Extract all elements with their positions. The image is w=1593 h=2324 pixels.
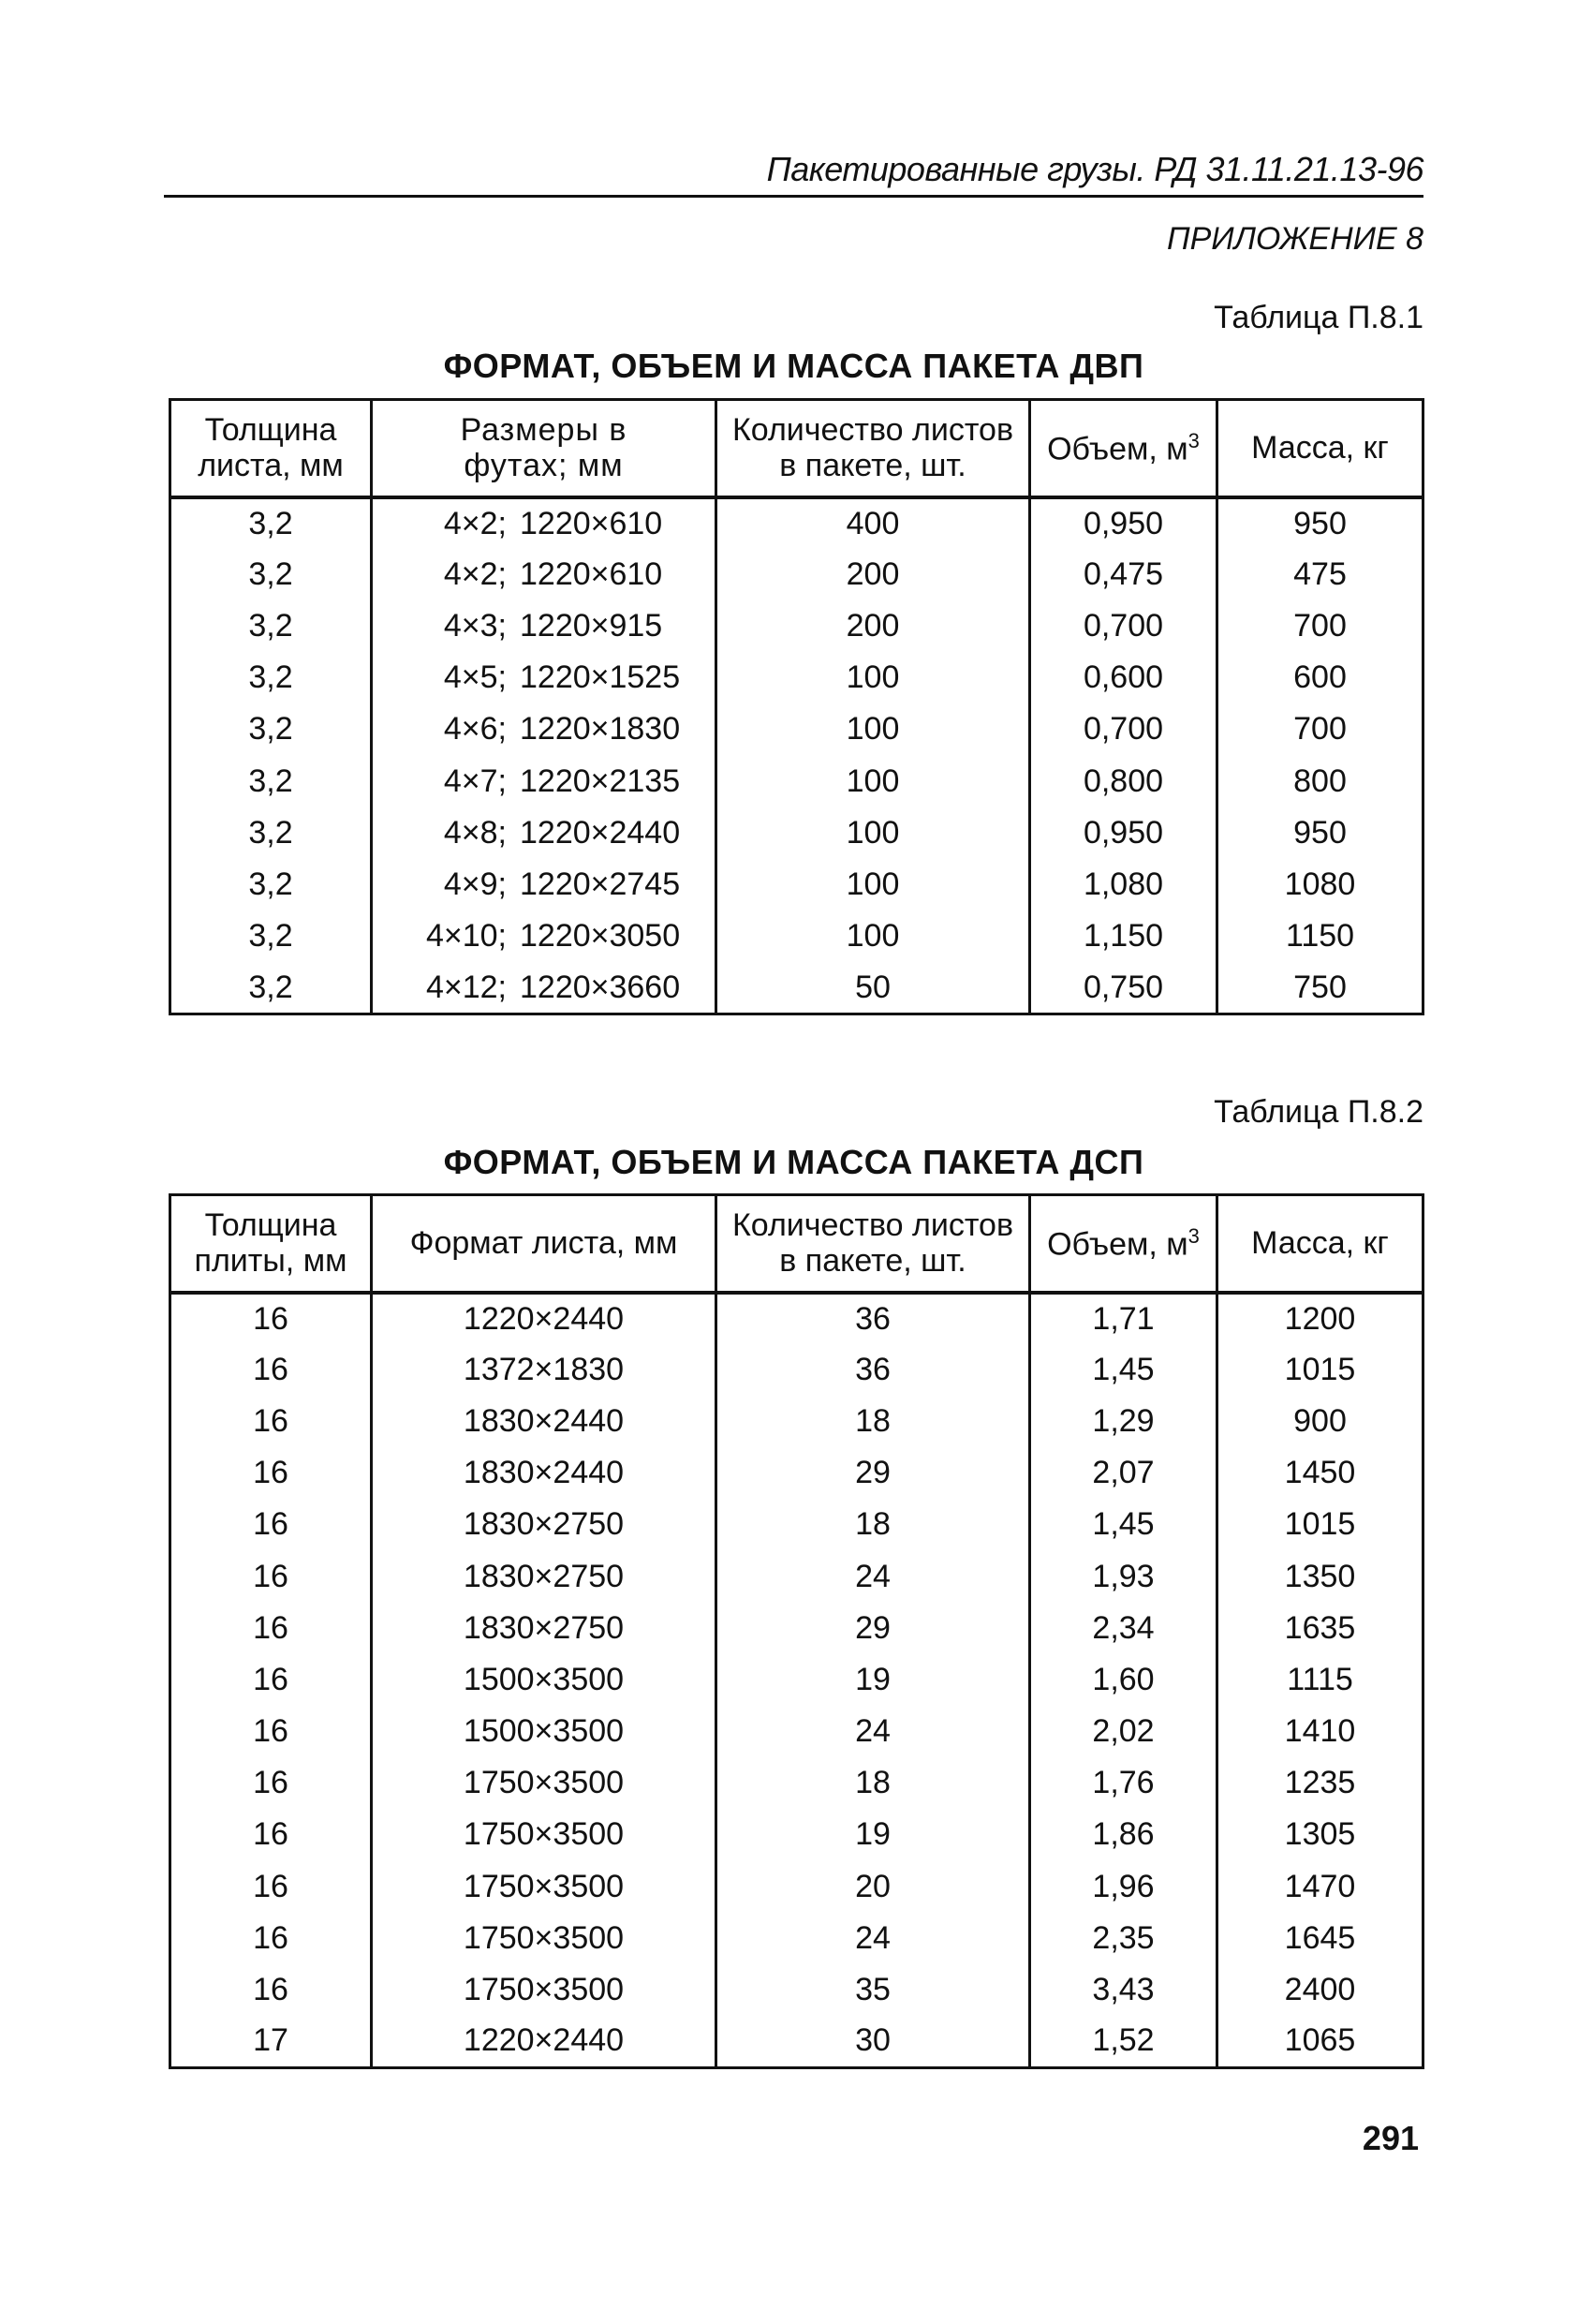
volume-cell: 1,71 — [1030, 1293, 1217, 1344]
table1-header-row — [170, 400, 1423, 497]
table2-col-count-line1: Количество листов — [731, 1207, 1014, 1244]
count-cell: 100 — [716, 755, 1030, 807]
count-cell: 36 — [716, 1344, 1030, 1396]
volume-cell: 1,45 — [1030, 1344, 1217, 1396]
format-cell: 1500×3500 — [372, 1706, 716, 1757]
volume-cell: 0,600 — [1030, 652, 1217, 703]
mass-cell: 1150 — [1217, 910, 1423, 962]
format-cell: 1830×2440 — [372, 1396, 716, 1447]
table-row — [170, 1499, 1423, 1550]
format-cell: 1830×2440 — [372, 1447, 716, 1499]
table1-col-thickness-line1: Толщина — [204, 412, 337, 449]
volume-cell: 2,02 — [1030, 1706, 1217, 1757]
table1-col-mass-label: Масса, кг — [1251, 430, 1389, 466]
table1-body — [170, 497, 1423, 1014]
size-mm: 1220×1525 — [520, 659, 681, 696]
table-row — [170, 1344, 1423, 1396]
size-mm: 1220×1830 — [520, 711, 681, 748]
volume-cell: 2,07 — [1030, 1447, 1217, 1499]
table2-col-volume — [1030, 1195, 1217, 1293]
table-row — [170, 1293, 1423, 1344]
volume-cell: 0,700 — [1030, 600, 1217, 652]
size-feet: 4×12; — [425, 969, 507, 1005]
thickness-cell: 16 — [170, 1344, 372, 1396]
table1-label: Таблица П.8.1 — [1214, 300, 1423, 335]
sizes-cell — [372, 549, 716, 600]
table2-col-thickness — [170, 1195, 372, 1293]
table2-header-row — [170, 1195, 1423, 1293]
size-mm: 1220×2135 — [520, 762, 681, 799]
table-row — [170, 497, 1423, 549]
thickness-cell: 3,2 — [170, 549, 372, 600]
table-row — [170, 1550, 1423, 1602]
count-cell: 24 — [716, 1550, 1030, 1602]
thickness-cell: 16 — [170, 1447, 372, 1499]
volume-cell: 0,700 — [1030, 703, 1217, 755]
mass-cell: 1115 — [1217, 1654, 1423, 1706]
table2-col-count — [716, 1195, 1030, 1293]
table2-col-mass — [1217, 1195, 1423, 1293]
thickness-cell: 16 — [170, 1964, 372, 2016]
table-row — [170, 859, 1423, 910]
count-cell: 19 — [716, 1809, 1030, 1860]
thickness-cell: 3,2 — [170, 910, 372, 962]
count-cell: 35 — [716, 1964, 1030, 2016]
sizes-cell — [372, 859, 716, 910]
count-cell: 36 — [716, 1293, 1030, 1344]
volume-cell: 1,150 — [1030, 910, 1217, 962]
table-row — [170, 1861, 1423, 1913]
mass-cell: 475 — [1217, 549, 1423, 600]
table-row — [170, 1809, 1423, 1860]
table1-col-volume-sup: 3 — [1187, 428, 1200, 452]
count-cell: 30 — [716, 2016, 1030, 2067]
count-cell: 24 — [716, 1913, 1030, 1964]
table2-col-format-label: Формат листа, мм — [409, 1225, 678, 1262]
mass-cell: 1635 — [1217, 1603, 1423, 1654]
table-row — [170, 910, 1423, 962]
table-row — [170, 755, 1423, 807]
table1-col-sizes-line2: футах; мм — [464, 448, 624, 484]
count-cell: 18 — [716, 1757, 1030, 1809]
table2-col-thickness-line2: плиты, мм — [194, 1243, 347, 1280]
sizes-cell — [372, 807, 716, 859]
size-feet: 4×6; — [443, 711, 507, 748]
thickness-cell: 16 — [170, 1809, 372, 1860]
mass-cell: 1450 — [1217, 1447, 1423, 1499]
mass-cell: 900 — [1217, 1396, 1423, 1447]
mass-cell: 1200 — [1217, 1293, 1423, 1344]
header-rule — [164, 195, 1423, 198]
mass-cell: 600 — [1217, 652, 1423, 703]
mass-cell: 700 — [1217, 703, 1423, 755]
table-row — [170, 1396, 1423, 1447]
size-feet: 4×2; — [443, 555, 507, 592]
table1-col-sizes-line1: Размеры в — [460, 412, 627, 449]
volume-cell: 1,86 — [1030, 1809, 1217, 1860]
table-row — [170, 1757, 1423, 1809]
format-cell: 1830×2750 — [372, 1550, 716, 1602]
appendix-label: ПРИЛОЖЕНИЕ 8 — [1166, 221, 1423, 257]
thickness-cell: 3,2 — [170, 652, 372, 703]
table1-col-count-line2: в пакете, шт. — [779, 448, 966, 484]
table-row — [170, 1654, 1423, 1706]
table-row — [170, 600, 1423, 652]
format-cell: 1372×1830 — [372, 1344, 716, 1396]
volume-cell: 0,475 — [1030, 549, 1217, 600]
count-cell: 20 — [716, 1861, 1030, 1913]
count-cell: 100 — [716, 859, 1030, 910]
mass-cell: 1645 — [1217, 1913, 1423, 1964]
volume-cell: 3,43 — [1030, 1964, 1217, 2016]
thickness-cell: 3,2 — [170, 807, 372, 859]
table2-col-thickness-line1: Толщина — [204, 1207, 337, 1244]
thickness-cell: 17 — [170, 2016, 372, 2067]
mass-cell: 1410 — [1217, 1706, 1423, 1757]
format-cell: 1750×3500 — [372, 1913, 716, 1964]
thickness-cell: 16 — [170, 1603, 372, 1654]
table-row — [170, 703, 1423, 755]
mass-cell: 1235 — [1217, 1757, 1423, 1809]
mass-cell: 1350 — [1217, 1550, 1423, 1602]
thickness-cell: 3,2 — [170, 755, 372, 807]
sizes-cell — [372, 600, 716, 652]
thickness-cell: 3,2 — [170, 962, 372, 1014]
table1-col-count-line1: Количество листов — [731, 412, 1014, 449]
thickness-cell: 16 — [170, 1913, 372, 1964]
table-row — [170, 549, 1423, 600]
table-row — [170, 652, 1423, 703]
count-cell: 29 — [716, 1447, 1030, 1499]
thickness-cell: 3,2 — [170, 497, 372, 549]
thickness-cell: 16 — [170, 1499, 372, 1550]
volume-cell: 1,76 — [1030, 1757, 1217, 1809]
count-cell: 50 — [716, 962, 1030, 1014]
volume-cell: 0,950 — [1030, 497, 1217, 549]
table2-col-count-line2: в пакете, шт. — [779, 1243, 966, 1280]
count-cell: 100 — [716, 703, 1030, 755]
count-cell: 29 — [716, 1603, 1030, 1654]
format-cell: 1220×2440 — [372, 2016, 716, 2067]
table1-col-thickness — [170, 400, 372, 497]
format-cell: 1750×3500 — [372, 1809, 716, 1860]
thickness-cell: 16 — [170, 1293, 372, 1344]
count-cell: 18 — [716, 1396, 1030, 1447]
table2-col-volume-sup: 3 — [1187, 1223, 1200, 1248]
size-feet: 4×9; — [443, 866, 507, 902]
count-cell: 400 — [716, 497, 1030, 549]
format-cell: 1220×2440 — [372, 1293, 716, 1344]
sizes-cell — [372, 962, 716, 1014]
volume-cell: 2,35 — [1030, 1913, 1217, 1964]
table1-col-count — [716, 400, 1030, 497]
thickness-cell: 3,2 — [170, 600, 372, 652]
mass-cell: 950 — [1217, 497, 1423, 549]
volume-cell: 0,750 — [1030, 962, 1217, 1014]
mass-cell: 950 — [1217, 807, 1423, 859]
volume-cell: 1,96 — [1030, 1861, 1217, 1913]
table-row — [170, 1706, 1423, 1757]
format-cell: 1830×2750 — [372, 1499, 716, 1550]
table-row — [170, 2016, 1423, 2067]
volume-cell: 0,950 — [1030, 807, 1217, 859]
volume-cell: 1,93 — [1030, 1550, 1217, 1602]
count-cell: 200 — [716, 549, 1030, 600]
size-feet: 4×8; — [443, 814, 507, 851]
sizes-cell — [372, 703, 716, 755]
mass-cell: 1080 — [1217, 859, 1423, 910]
sizes-cell — [372, 755, 716, 807]
volume-cell: 1,60 — [1030, 1654, 1217, 1706]
table-row — [170, 1447, 1423, 1499]
mass-cell: 1065 — [1217, 2016, 1423, 2067]
size-feet: 4×3; — [443, 607, 507, 644]
running-header: Пакетированные грузы. РД 31.11.21.13-96 — [766, 150, 1423, 188]
table2 — [169, 1193, 1424, 2069]
page-number: 291 — [1362, 2119, 1419, 2157]
size-feet: 4×5; — [443, 659, 507, 696]
volume-cell: 1,52 — [1030, 2016, 1217, 2067]
mass-cell: 750 — [1217, 962, 1423, 1014]
volume-cell: 1,080 — [1030, 859, 1217, 910]
table-row — [170, 1913, 1423, 1964]
size-feet: 4×10; — [425, 918, 507, 955]
table2-body — [170, 1293, 1423, 2068]
size-feet: 4×7; — [443, 762, 507, 799]
table-row — [170, 1964, 1423, 2016]
count-cell: 18 — [716, 1499, 1030, 1550]
sizes-cell — [372, 497, 716, 549]
count-cell: 19 — [716, 1654, 1030, 1706]
count-cell: 100 — [716, 652, 1030, 703]
size-mm: 1220×610 — [520, 555, 663, 592]
volume-cell: 1,29 — [1030, 1396, 1217, 1447]
table1-col-volume — [1030, 400, 1217, 497]
mass-cell: 700 — [1217, 600, 1423, 652]
table-row — [170, 962, 1423, 1014]
mass-cell: 1305 — [1217, 1809, 1423, 1860]
count-cell: 100 — [716, 910, 1030, 962]
count-cell: 24 — [716, 1706, 1030, 1757]
table1-title: ФОРМАТ, ОБЪЕМ И МАССА ПАКЕТА ДВП — [443, 347, 1144, 385]
mass-cell: 2400 — [1217, 1964, 1423, 2016]
table1-col-volume-label: Объем, м — [1047, 430, 1188, 466]
count-cell: 100 — [716, 807, 1030, 859]
table1 — [169, 398, 1424, 1015]
mass-cell: 1015 — [1217, 1499, 1423, 1550]
mass-cell: 800 — [1217, 755, 1423, 807]
thickness-cell: 3,2 — [170, 859, 372, 910]
sizes-cell — [372, 652, 716, 703]
size-mm: 1220×610 — [520, 505, 663, 541]
sizes-cell — [372, 910, 716, 962]
thickness-cell: 16 — [170, 1706, 372, 1757]
table2-col-mass-label: Масса, кг — [1251, 1225, 1389, 1262]
table2-col-volume-label: Объем, м — [1047, 1225, 1188, 1262]
table-row — [170, 1603, 1423, 1654]
size-mm: 1220×2745 — [520, 866, 681, 902]
table1-col-sizes — [372, 400, 716, 497]
format-cell: 1750×3500 — [372, 1757, 716, 1809]
thickness-cell: 16 — [170, 1396, 372, 1447]
format-cell: 1830×2750 — [372, 1603, 716, 1654]
table2-col-format — [372, 1195, 716, 1293]
table-row — [170, 807, 1423, 859]
count-cell: 200 — [716, 600, 1030, 652]
mass-cell: 1015 — [1217, 1344, 1423, 1396]
size-mm: 1220×2440 — [520, 814, 681, 851]
thickness-cell: 3,2 — [170, 703, 372, 755]
volume-cell: 2,34 — [1030, 1603, 1217, 1654]
table2-label: Таблица П.8.2 — [1214, 1094, 1423, 1130]
table1-col-mass — [1217, 400, 1423, 497]
table2-title: ФОРМАТ, ОБЪЕМ И МАССА ПАКЕТА ДСП — [443, 1143, 1144, 1181]
table1-col-thickness-line2: листа, мм — [198, 448, 344, 484]
format-cell: 1500×3500 — [372, 1654, 716, 1706]
thickness-cell: 16 — [170, 1550, 372, 1602]
size-feet: 4×2; — [443, 505, 507, 541]
format-cell: 1750×3500 — [372, 1964, 716, 2016]
thickness-cell: 16 — [170, 1654, 372, 1706]
thickness-cell: 16 — [170, 1757, 372, 1809]
thickness-cell: 16 — [170, 1861, 372, 1913]
volume-cell: 1,45 — [1030, 1499, 1217, 1550]
format-cell: 1750×3500 — [372, 1861, 716, 1913]
size-mm: 1220×915 — [520, 607, 663, 644]
size-mm: 1220×3050 — [520, 918, 681, 955]
mass-cell: 1470 — [1217, 1861, 1423, 1913]
size-mm: 1220×3660 — [520, 969, 681, 1005]
volume-cell: 0,800 — [1030, 755, 1217, 807]
